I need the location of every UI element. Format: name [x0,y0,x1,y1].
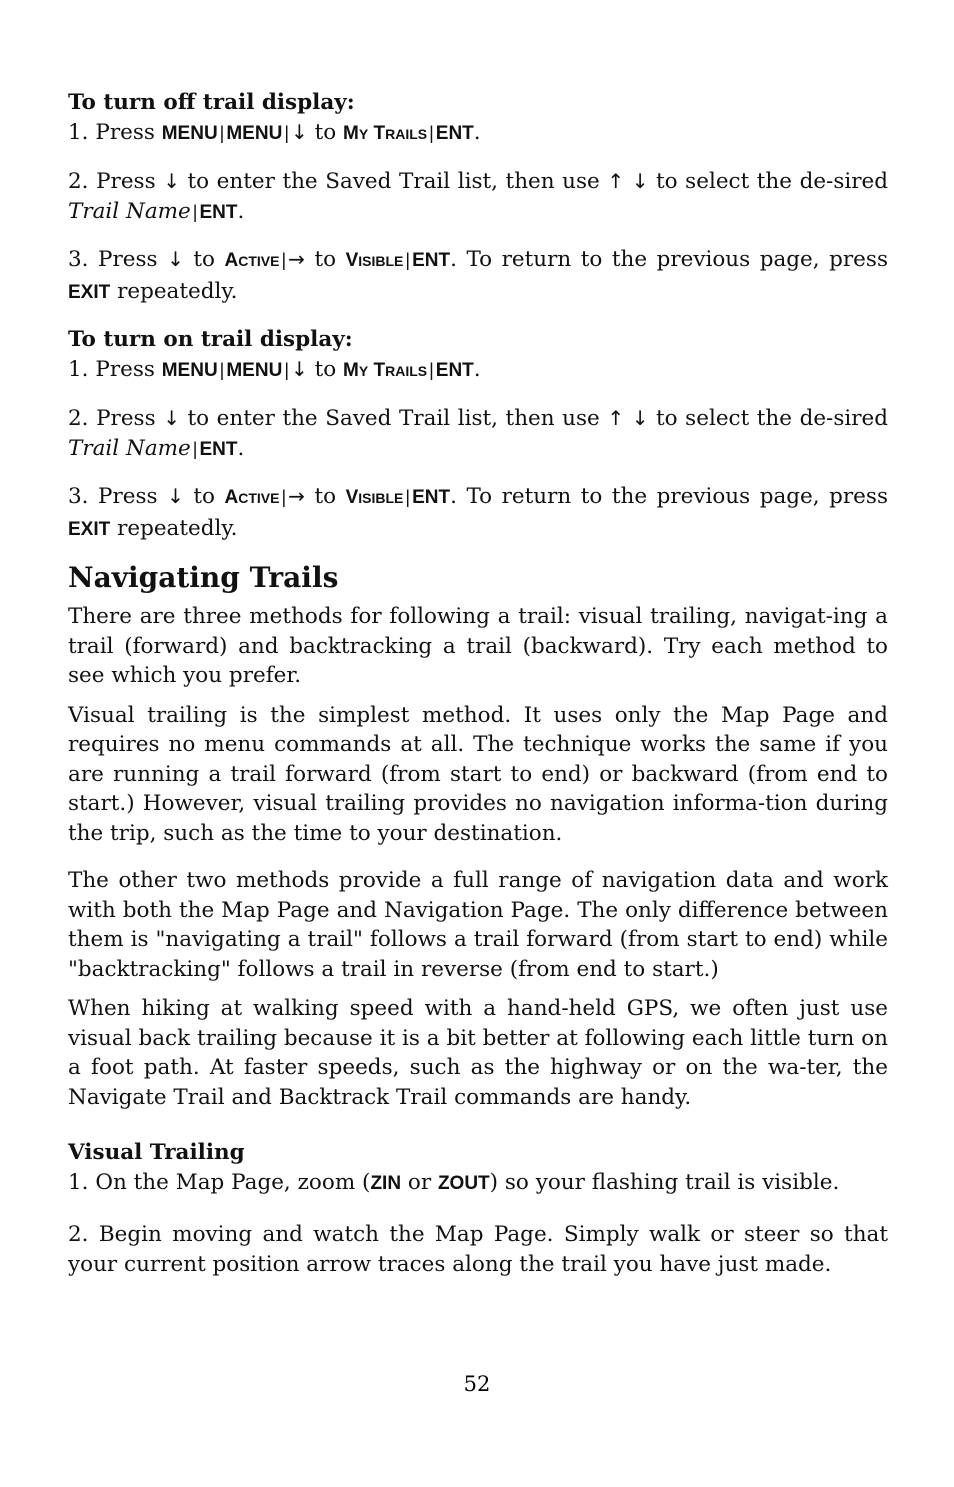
key-exit: EXIT [68,518,111,540]
key-visible: VISIBLE [345,487,404,508]
trail-name-text: Trail Name [68,198,191,224]
down-arrow-icon: ↓ [163,169,180,193]
key-ent: ENT [199,201,238,223]
key-zin: ZIN [370,1172,402,1194]
right-arrow-icon: → [288,484,305,508]
separator: | [192,201,198,222]
key-ent: ENT [435,122,474,144]
up-arrow-icon: ↑ [607,169,625,193]
key-active: ACTIVE [224,487,280,508]
key-menu: MENU [226,359,283,381]
key-active: ACTIVE [224,250,280,271]
separator: | [429,122,434,143]
down-arrow-icon: ↓ [291,119,308,144]
key-zout: ZOUT [437,1172,490,1194]
up-arrow-icon: ↑ [607,406,625,430]
manual-page [68,88,888,1279]
separator: | [219,122,225,143]
turn-off-step-2: 2. Press ↓ to enter the Saved Trail list, then use ↑ ↓ to select the de-sired Trail Name | ENT. [68,169,888,224]
key-my-trails: MY TRAILS [343,122,428,144]
page-number: 52 [463,1372,491,1396]
separator: | [281,250,287,270]
turn-on-step-2: 2. Press ↓ to enter the Saved Trail list, then use ↑ ↓ to select the de-sired Trail Name | ENT. [68,406,888,461]
down-arrow-icon: ↓ [291,356,308,381]
separator: | [405,487,411,507]
key-ent: ENT [412,250,451,271]
down-arrow-icon: ↓ [163,406,180,430]
section-heading-turn-off: To turn off trail display: [68,90,355,115]
turn-on-step-3: 3. Press ↓ to ACTIVE | → to VISIBLE | ENT. To return to the previous page, press EXIT repeatedly. [68,484,888,541]
section-heading-turn-on: To turn on trail display: [68,327,353,352]
key-menu: MENU [161,122,218,144]
key-exit: EXIT [68,281,111,303]
turn-off-step-1: 1. Press MENU | MENU | ↓ to MY TRAILS | ENT. [68,119,481,145]
section-heading-visual-trailing: Visual Trailing [68,1140,245,1165]
key-ent: ENT [199,438,238,460]
key-menu: MENU [226,122,283,144]
turn-on-step-1: 1. Press MENU | MENU | ↓ to MY TRAILS | ENT. [68,356,481,382]
separator: | [192,438,198,459]
visual-step-1: 1. On the Map Page, zoom (ZIN or ZOUT) so your flashing trail is visible. [68,1169,840,1195]
down-arrow-icon: ↓ [631,169,649,193]
nav-paragraph-4: When hiking at walking speed with a hand-held GPS, we often just use visual back trailing because it is a bit better at following each little turn on a foot path. At faster speeds, such as the highway or on the wa-ter, the Navigate Trail and Backtrack Trail commands are handy. [68,996,888,1110]
key-ent: ENT [412,487,451,508]
down-arrow-icon: ↓ [631,406,649,430]
key-my-trails: MY TRAILS [343,359,428,381]
down-arrow-icon: ↓ [167,247,184,271]
down-arrow-icon: ↓ [167,484,184,508]
trail-name-text: Trail Name [68,435,191,461]
visual-step-2: 2. Begin moving and watch the Map Page. Simply walk or steer so that your current position arrow traces along the trail you have just made. [68,1222,888,1277]
nav-paragraph-2: Visual trailing is the simplest method. It uses only the Map Page and requires no menu commands at all. The technique works the same if you are running a trail forward (from start to end) or backward (from end to start.) However, visual trailing provides no navigation informa-tion during the trip, such as the time to your destination. [68,702,888,846]
nav-paragraph-1: There are three methods for following a trail: visual trailing, navigat-ing a trail (forward) and backtracking a trail (backward). Try each method to see which you prefer. [68,604,888,688]
section-title-navigating-trails: Navigating Trails [68,561,339,594]
separator: | [284,359,289,380]
key-menu: MENU [161,359,218,381]
nav-paragraph-3: The other two methods provide a full range of navigation data and work with both the Map Page and Navigation Page. The only difference between them is "navigating a trail" follows a trail forward (from start to end) while "backtracking" follows a trail in reverse (from end to start.) [68,868,888,982]
separator: | [405,250,411,270]
key-visible: VISIBLE [345,250,404,271]
right-arrow-icon: → [288,247,305,271]
separator: | [284,122,289,143]
separator: | [219,359,225,380]
turn-off-step-3: 3. Press ↓ to ACTIVE | → to VISIBLE | ENT. To return to the previous page, press EXIT repeatedly. [68,247,888,304]
separator: | [281,487,287,507]
step-text: 1. Press [68,119,162,145]
separator: | [429,359,434,380]
key-ent: ENT [435,359,474,381]
step-text: to [307,119,344,145]
